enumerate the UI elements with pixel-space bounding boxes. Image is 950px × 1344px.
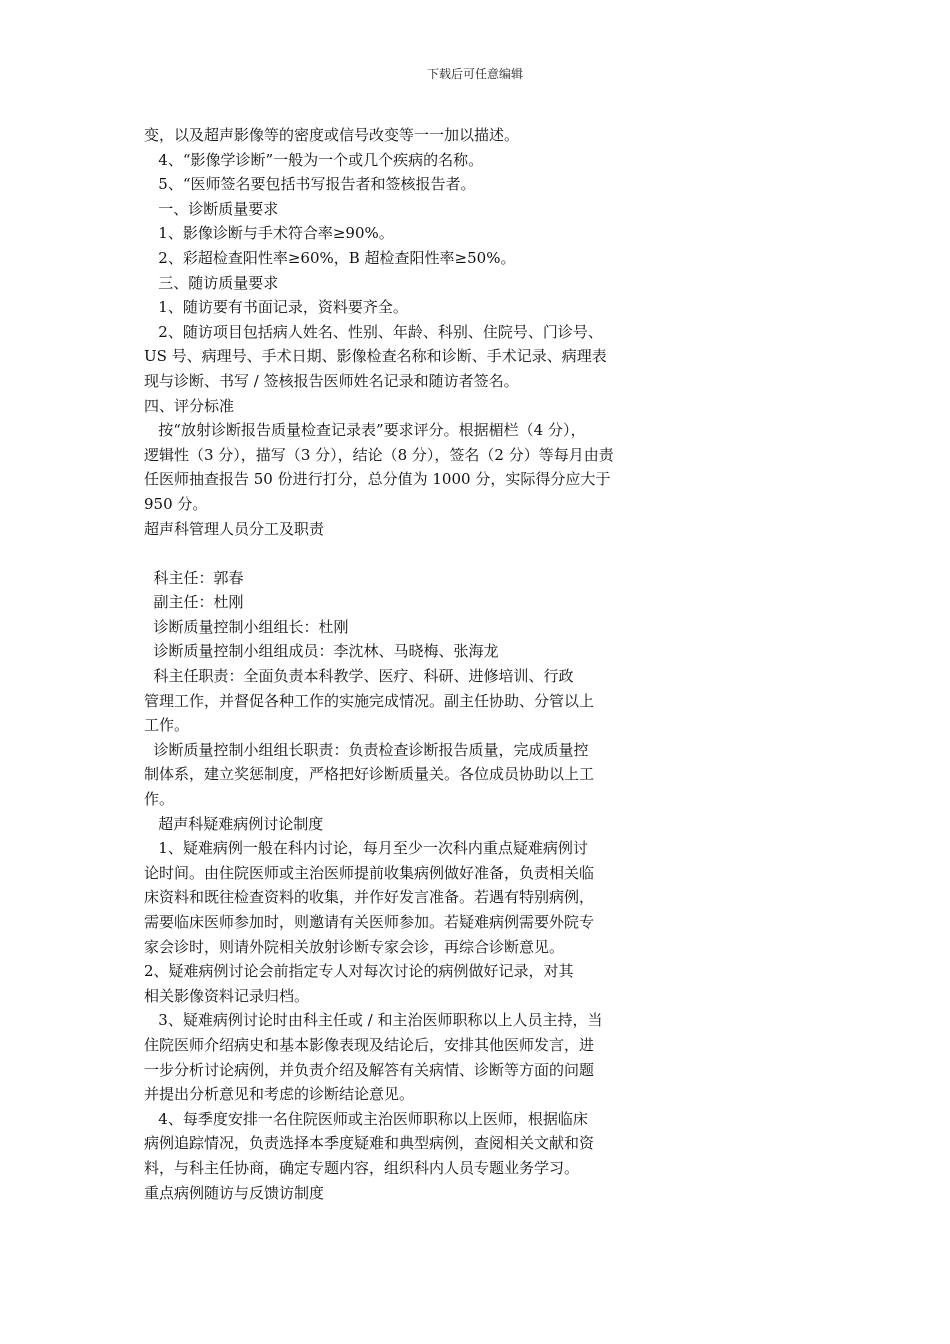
text-line: 950 分。 [144,494,208,513]
text-line: 科主任：郭春 [144,568,244,587]
document-body [144,123,704,1205]
header-title: 下载后可任意编辑 [426,67,523,81]
text-line: 制体系，建立奖惩制度，严格把好诊断质量关。各位成员协助以上工 [144,765,595,784]
text-line: 三、随访质量要求 [144,273,279,292]
text-line: 现与诊断、书写 / 签核报告医师姓名记录和随访者签名。 [144,371,519,390]
text-line: 重点病例随访与反馈访制度 [144,1183,325,1202]
text-line: 1、影像诊断与手术符合率≥90%。 [144,224,394,243]
text-line: 相关影像资料记录归档。 [144,986,310,1005]
text-line: 1、随访要有书面记录，资料要齐全。 [144,298,408,317]
text-line: 诊断质量控制小组组成员：李沈林、马晓梅、张海龙 [144,642,499,661]
text-line: 科主任职责：全面负责本科教学、医疗、科研、进修培训、行政 [144,667,574,686]
text-line: US 号、病理号、手术日期、影像检查名称和诊断、手术记录、病理表 [144,347,607,366]
text-line: 作。 [144,790,175,809]
text-line: 按“放射诊断报告质量检查记录表”要求评分。根据楣栏（4 分）， [144,421,586,440]
text-line: 工作。 [144,716,190,735]
text-line: 逻辑性（3 分），描写（3 分），结论（8 分），签名（2 分）等每月由责 [144,445,614,464]
text-line: 家会诊时，则请外院相关放射诊断专家会诊，再综合诊断意见。 [144,937,565,956]
text-line: 管理工作，并督促各种工作的实施完成情况。副主任协助、分管以上 [144,691,595,710]
text-line: 料，与科主任协商，确定专题内容，组织科内人员专题业务学习。 [144,1158,580,1177]
text-line: 超声科管理人员分工及职责 [144,519,325,538]
text-line: 4、“影像学诊断”一般为一个或几个疾病的名称。 [144,150,484,169]
text-line: 副主任：杜刚 [144,593,244,612]
text-line: 诊断质量控制小组组长：杜刚 [144,617,349,636]
text-line: 变，以及超声影像等的密度或信号改变等一一加以描述。 [144,126,520,144]
text-line: 床资料和既往检查资料的收集，并作好发言准备。若遇有特别病例， [144,888,595,907]
text-line: 病例追踪情况，负责选择本季度疑难和典型病例，查阅相关文献和资 [144,1134,595,1153]
text-line: 2、疑难病例讨论会前指定专人对每次讨论的病例做好记录，对其 [144,962,574,981]
text-line: 一、诊断质量要求 [144,199,279,218]
text-line: 超声科疑难病例讨论制度 [144,814,324,833]
text-line: 1、疑难病例一般在科内讨论，每月至少一次科内重点疑难病例讨 [144,839,588,858]
text-line: 2、彩超检查阳性率≥60%，B 超检查阳性率≥50%。 [144,248,516,267]
text-line [144,541,704,566]
text-line: 2、随访项目包括病人姓名、性别、年龄、科别、住院号、门诊号、 [144,322,603,341]
text-line: 任医师抽查报告 50 份进行打分，总分值为 1000 分，实际得分应大于 [144,470,611,489]
text-line: 需要临床医师参加时，则邀请有关医师参加。若疑难病例需要外院专 [144,913,595,931]
text-line: 四、评分标准 [144,396,235,415]
text-line: 并提出分析意见和考虑的诊断结论意见。 [144,1085,415,1104]
text-line: 一步分析讨论病例，并负责介绍及解答有关病情、诊断等方面的问题 [144,1060,595,1079]
text-line: 住院医师介绍病史和基本影像表现及结论后，安排其他医师发言，进 [144,1035,595,1054]
text-line: 4、每季度安排一名住院医师或主治医师职称以上医师，根据临床 [144,1109,588,1128]
text-line: 诊断质量控制小组组长职责：负责检查诊断报告质量，完成质量控 [144,740,589,759]
text-line: 论时间。由住院医师或主治医师提前收集病例做好准备，负责相关临 [144,863,595,882]
text-line: 3、疑难病例讨论时由科主任或 / 和主治医师职称以上人员主持，当 [144,1011,603,1030]
text-line: 5、“医师签名要包括书写报告者和签核报告者。 [144,175,476,194]
page-header [0,66,950,82]
